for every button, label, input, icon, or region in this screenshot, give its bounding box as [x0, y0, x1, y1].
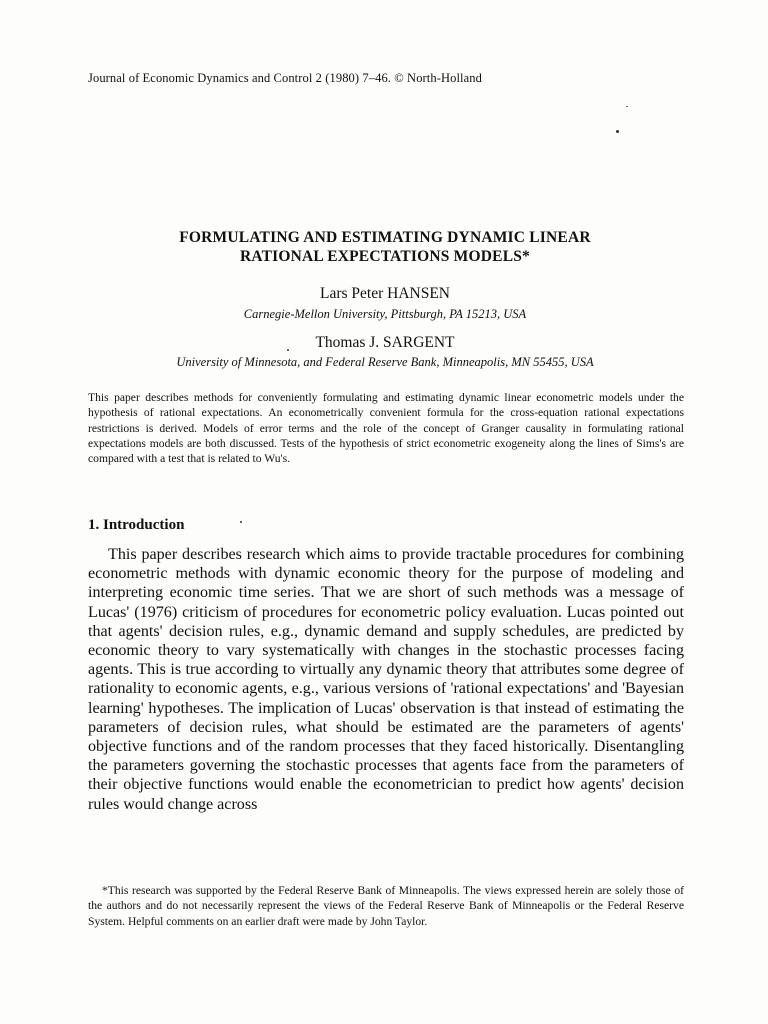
section-heading: 1. Introduction	[88, 517, 185, 533]
scan-speck	[240, 521, 242, 523]
footnote: *This research was supported by the Federal Reserve Bank of Minneapolis. The views expressed herein are solely those of the authors and do not necessarily represent the views of the Federal Reserve Bank of Minneapolis or the Federal Reserve System. Helpful comments on an earlier draft were made by John Taylor.	[88, 884, 684, 928]
paper-title	[80, 228, 690, 266]
author-affiliation-1: Carnegie-Mellon University, Pittsburgh, PA 15213, USA	[243, 307, 527, 321]
scan-speck	[626, 106, 628, 107]
title-line-1: FORMULATING AND ESTIMATING DYNAMIC LINEAR	[179, 229, 591, 246]
scan-speck	[287, 349, 289, 351]
scan-speck	[616, 130, 619, 133]
journal-citation: Journal of Economic Dynamics and Control 2 (1980) 7–46. © North-Holland	[88, 71, 482, 85]
introduction-paragraph: This paper describes research which aims to provide tractable procedures for combining econometric methods with dynamic economic theory for the purpose of modeling and interpreting economic time series. That we are short of such methods was a message of Lucas' (1976) criticism of procedures for econometric policy evaluation. Lucas pointed out that agents' decision rules, e.g., dynamic demand and supply schedules, are predicted by economic theory to vary systematically with changes in the stochastic processes facing agents. This is true according to virtually any dynamic theory that attributes some degree of rationality to economic agents, e.g., various versions of 'rational expectations' and 'Bayesian learning' hypotheses. The implication of Lucas' observation is that instead of estimating the parameters of decision rules, what should be estimated are the parameters of agents' objective functions and of the random processes that they faced historically. Disentangling the parameters governing the stochastic processes that agents face from the parameters of their objective functions would enable the econometrician to predict how agents' decision rules would change across	[88, 546, 684, 813]
author-name-1: Lars Peter HANSEN	[319, 285, 450, 302]
title-line-2: RATIONAL EXPECTATIONS MODELS*	[239, 248, 530, 265]
author-affiliation-2: University of Minnesota, and Federal Reserve Bank, Minneapolis, MN 55455, USA	[176, 355, 594, 369]
author-name-2: Thomas J. SARGENT	[315, 334, 455, 351]
abstract: This paper describes methods for conveniently formulating and estimating dynamic linear econometric models under the hypothesis of rational expectations. An econometrically convenient formula for the cross-equation rational expectations restrictions is derived. Models of error terms and the role of the concept of Granger causality in formulating rational expectations models are both discussed. Tests of the hypothesis of strict econometric exogeneity along the lines of Sims's are compared with a test that is related to Wu's.	[88, 391, 684, 466]
